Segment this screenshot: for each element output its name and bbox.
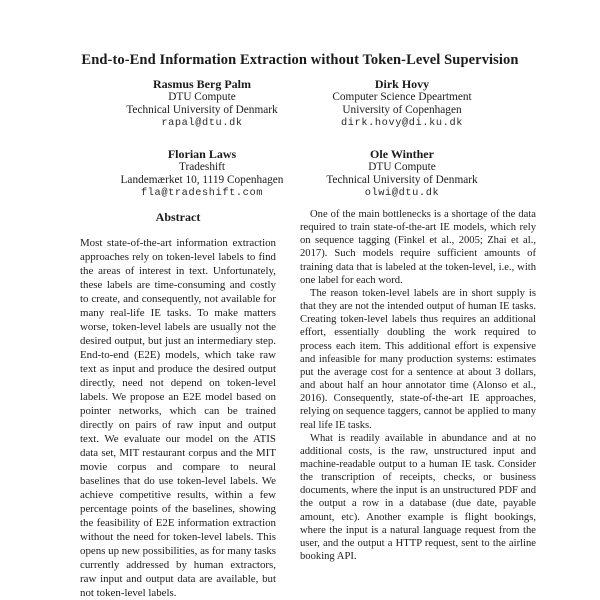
- author-block-ole-winther: [290, 147, 514, 200]
- author-affiliation: DTU Compute: [368, 161, 436, 173]
- author-name: Rasmus Berg Palm: [153, 77, 251, 91]
- author-email: rapal@dtu.dk: [161, 116, 243, 129]
- author-block-dirk-hovy: [290, 77, 514, 130]
- author-affiliation: Technical University of Denmark: [326, 173, 478, 186]
- author-name: Florian Laws: [167, 147, 237, 161]
- author-affiliation: DTU Compute: [168, 91, 236, 103]
- left-column: [80, 210, 276, 600]
- right-column: [300, 208, 536, 563]
- author-affiliation: Tradeshift: [178, 161, 226, 173]
- author-affiliation: Landemærket 10, 1119 Copenhagen: [120, 173, 284, 186]
- abstract-heading: Abstract: [155, 210, 201, 224]
- author-affiliation: University of Copenhagen: [342, 103, 462, 116]
- author-block-florian-laws: [90, 147, 314, 200]
- author-email: dirk.hovy@di.ku.dk: [340, 116, 464, 129]
- body-paragraph: One of the main bottlenecks is a shortage of the data required to train state-of-the-art IE models, which rely on sequence tagging (Finkel et al., 2005; Zhai et al., 2017). Such models require sufficient amounts of training data that is labeled at the token-level, i.e., with one label for each word.: [300, 209, 536, 286]
- author-affiliation: Computer Science Dpeartment: [332, 91, 472, 103]
- author-name: Ole Winther: [370, 147, 434, 161]
- author-block-rasmus-berg-palm: [90, 77, 314, 130]
- body-paragraph: What is readily available in abundance and at no additional costs, is the raw, unstructured input and machine-readable output to a human IE task. Consider the transcription of receipts, checks, or business documents, where the input is an unstructured PDF and the output a row in a database (due date, payable amount, etc). Another example is flight bookings, where the input is a natural language request from the user, and the output a HTTP request, sent to the airline booking API.: [300, 432, 536, 563]
- abstract-text: Most state-of-the-art information extraction approaches rely on token-level labels to find the areas of interest in text. Unfortunately, these labels are time-consuming and costly to create, and consequently, not available for many real-life IE tasks. To make matters worse, token-level labels are usually not the desired output, but just an intermediary step. End-to-end (E2E) models, which take raw text as input and produce the desired output directly, need not depend on token-level labels. We propose an E2E model based on pointer networks, which can be trained directly on pairs of raw input and output text. We evaluate our model on the ATIS data set, MIT restaurant corpus and the MIT movie corpus and compare to neural baselines that do use token-level labels. We achieve competitive results, within a few percentage points of the baselines, showing the feasibility of E2E information extraction without the need for token-level labels. This opens up new possibilities, as for many tasks currently addressed by human extractors, raw input and output data are available, but not token-level labels.: [80, 237, 277, 599]
- paper-title: End-to-End Information Extraction without Token-Level Supervision: [81, 52, 519, 68]
- author-email: fla@tradeshift.com: [140, 186, 264, 199]
- author-affiliation: Technical University of Denmark: [126, 103, 278, 116]
- author-email: olwi@dtu.dk: [364, 186, 440, 199]
- author-name: Dirk Hovy: [374, 77, 430, 91]
- body-paragraph: The reason token-level labels are in short supply is that they are not the intended output of human IE tasks. Creating token-level labels thus requires an additional effort, essentially doubling the work required to process each item. This additional effort is expensive and infeasible for many production systems: estimates put the average cost for a sentence at about 3 dollars, and about half an hour annotator time (Alonso et al., 2016). Consequently, state-of-the-art IE approaches, relying on sequence taggers, cannot be applied to many real life IE tasks.: [300, 287, 536, 431]
